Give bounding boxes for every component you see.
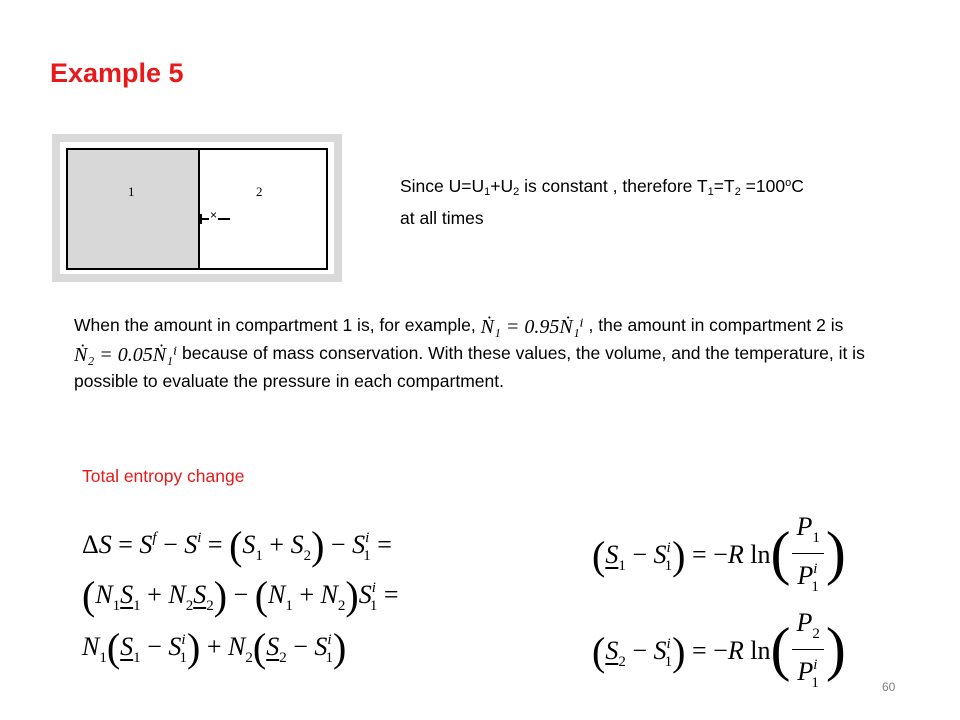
since-text-1: Since U=U <box>400 176 485 196</box>
equation-line-2: $(N_1S_1 + N_2S_2) - (N_1 + N_2)S^i_1$ = <box>82 573 399 618</box>
inline-equation-n2: Ṅ₂ = 0.05Ṅ₁ⁱ <box>74 344 178 366</box>
diagram-frame <box>60 142 334 274</box>
equation-line-1: $\Delta S = S^f - S^i = (S_1 + S_2) - S^i_1$ = <box>82 523 392 568</box>
since-sub-4: 2 <box>734 186 741 198</box>
since-sub-2: 2 <box>513 186 520 198</box>
compartment-2-label: 2 <box>256 184 263 199</box>
compartment-1 <box>68 150 200 268</box>
equation-line-3: $N_1(S_1 - S^i_1) + N_2(S_2 - S^i_1)$ <box>82 625 347 670</box>
page-number: 60 <box>882 680 896 694</box>
entropy-section-label: Total entropy change <box>82 466 245 486</box>
since-sub-3: 1 <box>707 186 714 198</box>
paragraph-text-2: , the amount in compartment 2 is <box>583 315 844 335</box>
equation-compartment-1-entropy: $(S_1 - S^i_1) = -R$ ln( $\frac{P_1}{P^i_1}$ ) <box>592 512 846 595</box>
equation-compartment-2-entropy: $(S_2 - S^i_1) = -R$ ln( $\frac{P_2}{P^i_1}$ ) <box>592 608 846 691</box>
valve-symbol: × <box>210 208 218 222</box>
tank-outline <box>66 148 328 270</box>
since-text-2: +U <box>490 176 514 196</box>
tank-diagram <box>52 134 342 282</box>
paragraph-text-3: because of mass conservation. With these values, the volume, and the temperature, it is possible to evaluate the pressure in each compartment. <box>74 343 865 391</box>
since-sup-degree: o <box>785 177 792 189</box>
since-text-4: =T <box>713 176 735 196</box>
paragraph-text-1: When the amount in compartment 1 is, for example, <box>74 315 481 335</box>
since-text-6: C at all times <box>400 176 804 228</box>
valve-icon <box>198 208 232 224</box>
compartment-1-label: 1 <box>128 184 135 199</box>
slide-title: Example 5 <box>50 58 184 88</box>
temperature-statement <box>400 170 820 231</box>
since-text-3: is constant , therefore T <box>519 176 708 196</box>
inline-equation-n1: Ṅ₁ = 0.95Ṅ₁ⁱ <box>480 316 584 338</box>
explanation-paragraph <box>74 312 880 394</box>
since-text-5: =100 <box>740 176 786 196</box>
since-sub-1: 1 <box>484 186 491 198</box>
